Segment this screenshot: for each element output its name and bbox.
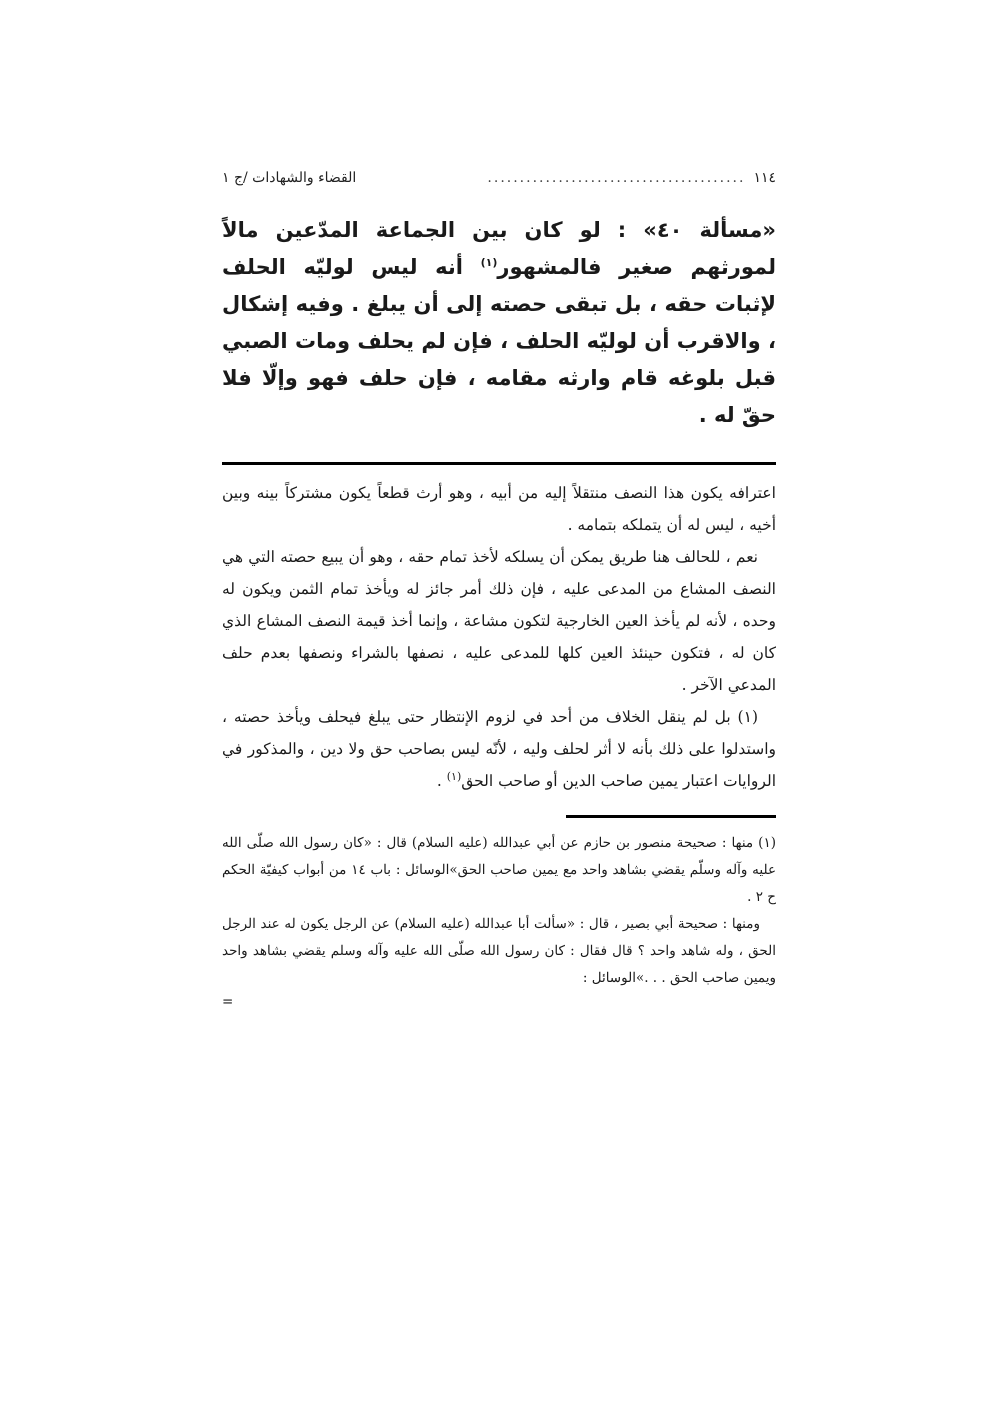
footnote-ref: (١): [446, 769, 462, 783]
commentary-text: (١) بل لم ينقل الخلاف من أحد في لزوم الإنتظار حتى يبلغ فيحلف ويأخذ حصته ، واستدلوا على ذلك بأنه لا أثر لحلف وليه ، لأنّه ليس بصاحب حق ولا دين ، والمذكور في الروايات اعتبار يمين صاحب الدين أو صاحب الحق: [222, 708, 776, 790]
commentary: [222, 477, 776, 797]
matn-text-end: أنه ليس لوليّه الحلف لإثبات حقه ، بل تبقى حصته إلى أن يبلغ . وفيه إشكال ، والاقرب أن لوليّه الحلف ، فإن لم يحلف ومات الصبي قبل بلوغه قام وارثه مقامه ، فإن حلف فهو وإلّا فلا حقّ له .: [222, 255, 776, 427]
footnote-separator-rule: [566, 815, 776, 818]
commentary-paragraph: نعم ، للحالف هنا طريق يمكن أن يسلكه لأخذ تمام حقه ، وهو أن يبيع حصته التي هي النصف المشاع من المدعى عليه ، فإن ذلك أمر جائز له ويأخذ تمام الثمن ويكون له وحده ، لأنه لم يأخذ العين الخارجية لتكون مشاعة ، وإنما أخذ قيمة النصف المشاع الذي كان له ، فتكون حينئذ العين كلها للمدعى عليه ، نصفها بالشراء ونصفها بعدم حلف المدعي الآخر .: [222, 548, 776, 694]
matn-text: [222, 212, 776, 434]
matn-separator-rule: [222, 462, 776, 465]
book-page: [222, 170, 776, 1012]
commentary-paragraph: اعترافه يكون هذا النصف منتقلاً إليه من أبيه ، وهو أرث قطعاً يكون مشتركاً بينه وبين أخيه ، ليس له أن يتملكه بتمامه .: [222, 484, 776, 534]
matn-text-start: «مسألة ٤٠» : لو كان بين الجماعة المدّعين مالاً لمورثهم صغير فالمشهور: [222, 218, 776, 279]
book-title: القضاء والشهادات /ج ١: [222, 170, 357, 186]
footnote: ومنها : صحيحة أبي بصير ، قال : «سألت أبا عبدالله (عليه السلام) عن الرجل يكون له عند الرجل الحق ، وله شاهد واحد ؟ قال فقال : كان رسول الله صلّى الله عليه وآله وسلم يقضي بشاهد واحد ويمين صاحب الحق . . .»الوسائل :: [222, 916, 776, 986]
commentary-paragraph: [222, 701, 776, 797]
header-leader-dots: ........................................: [487, 170, 746, 186]
footnote-ref: (١): [480, 256, 498, 269]
footnote: (١) منها : صحيحة منصور بن حازم عن أبي عبدالله (عليه السلام) قال : «كان رسول الله صلّى الله عليه وآله وسلّم يقضي بشاهد واحد مع يمين صاحب الحق»الوسائل : باب ١٤ من أبواب كيفيّة الحكم ح ٢ .: [222, 835, 776, 905]
footnotes: [222, 830, 776, 1012]
page-number: ١١٤: [753, 170, 776, 186]
commentary-text-end: .: [436, 772, 447, 790]
continuation-mark: =: [222, 994, 234, 1010]
running-header: [222, 170, 776, 200]
